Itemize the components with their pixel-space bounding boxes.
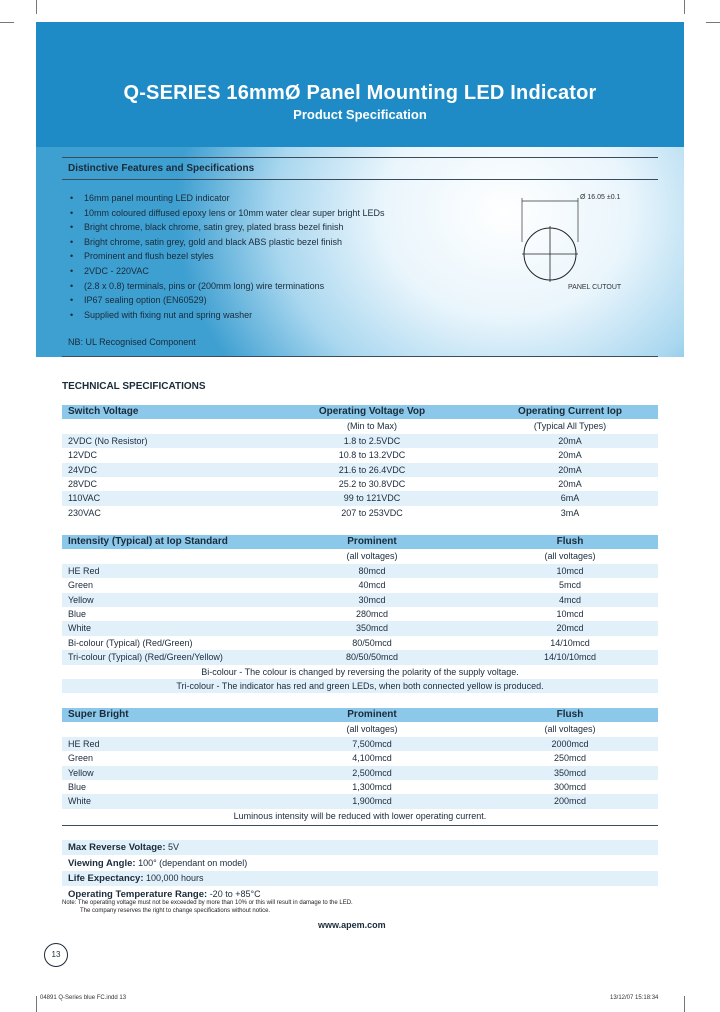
cell: 110VAC: [68, 493, 101, 504]
list-item: • Supplied with fixing nut and spring washer: [68, 308, 468, 323]
cell: 20mcd: [556, 623, 584, 634]
cell: 2VDC (No Resistor): [68, 435, 148, 446]
cell: HE Red: [68, 738, 100, 749]
cell: 40mcd: [358, 580, 386, 591]
cell: Tri-colour (Typical) (Red/Green/Yellow): [68, 652, 223, 663]
header-cell: Switch Voltage: [68, 406, 139, 417]
crop-mark: [36, 0, 37, 14]
cell: 10.8 to 13.2VDC: [338, 450, 406, 461]
spec-label: Operating Temperature Range:: [68, 888, 208, 900]
cell: 30mcd: [358, 594, 386, 605]
cell: 2,500mcd: [352, 767, 392, 778]
crop-mark: [684, 996, 685, 1012]
cell: 1.8 to 2.5VDC: [343, 435, 401, 446]
cell: 5mcd: [558, 580, 581, 591]
cutout-drawing: [512, 192, 622, 292]
table-row: [62, 491, 658, 505]
crop-mark: [706, 22, 720, 23]
cell: Blue: [68, 781, 87, 792]
header-cell: Flush: [556, 709, 584, 720]
spec-label: Max Reverse Voltage:: [68, 842, 166, 853]
table-row: [62, 506, 658, 520]
divider: [62, 179, 658, 180]
list-item: • 16mm panel mounting LED indicator: [68, 191, 468, 206]
cell: 20mA: [558, 464, 582, 475]
table-row: [62, 463, 658, 477]
list-item: • 2VDC - 220VAC: [68, 264, 468, 279]
cell: Green: [68, 753, 94, 764]
cell: 3mA: [560, 507, 580, 518]
cell: 80mcd: [358, 565, 386, 576]
cell: 20mA: [558, 450, 582, 461]
header-cell: Operating Current Iop: [518, 406, 622, 417]
cell: 24VDC: [68, 464, 98, 475]
cell: 99 to 121VDC: [343, 493, 401, 504]
footnote-line: The company reserves the right to change specifications without notice.: [80, 907, 271, 914]
cell: 4mcd: [558, 594, 581, 605]
table-note: Tri-colour - The indicator has red and green LEDs, when both connected yellow is produced.: [62, 679, 658, 693]
superbright-table: [62, 708, 658, 823]
table-row: [62, 578, 658, 592]
subheader-cell: (Min to Max): [346, 421, 397, 432]
header-cell: Prominent: [347, 709, 397, 720]
list-item: • Bright chrome, satin grey, gold and black ABS plastic bezel finish: [68, 235, 468, 250]
page-number: 13: [44, 943, 68, 967]
table-subheader: [62, 419, 658, 433]
subheader-cell: (all voltages): [544, 551, 596, 562]
features-list: [68, 191, 468, 322]
divider: [62, 825, 658, 826]
cell: HE Red: [68, 565, 100, 576]
cell: 20mA: [558, 478, 582, 489]
cell: 1,900mcd: [352, 796, 392, 807]
voltage-table: [62, 405, 658, 520]
cell: 7,500mcd: [352, 738, 392, 749]
divider: [62, 356, 658, 357]
cell: 10mcd: [556, 565, 584, 576]
list-item: • (2.8 x 0.8) terminals, pins or (200mm long) wire terminations: [68, 279, 468, 294]
cell: Yellow: [68, 767, 94, 778]
table-header: [62, 405, 658, 419]
crop-mark: [684, 0, 685, 14]
cell: Yellow: [68, 594, 94, 605]
subheader-cell: (Typical All Types): [533, 421, 607, 432]
footnote-line: Note: The operating voltage must not be exceeded by more than 10% or this will result in damage to the LED.: [62, 900, 353, 906]
cell: Bi-colour (Typical) (Red/Green): [68, 637, 193, 648]
spec-value: 100° (dependant on model): [135, 857, 248, 868]
table-row: [62, 593, 658, 607]
print-slug-date: 13/12/07 15:18:34: [610, 995, 659, 1001]
cell: 20mA: [558, 435, 582, 446]
cell: 230VAC: [68, 507, 101, 518]
subheader-cell: (all voltages): [346, 551, 398, 562]
cell: 21.6 to 26.4VDC: [338, 464, 406, 475]
table-row: [62, 621, 658, 635]
list-item: • Prominent and flush bezel styles: [68, 249, 468, 264]
table-row: [62, 751, 658, 765]
cell: 350mcd: [355, 623, 389, 634]
cutout-label: PANEL CUTOUT: [568, 284, 622, 291]
spec-label: Life Expectancy:: [68, 873, 144, 885]
crop-mark: [36, 996, 37, 1012]
general-specs: [62, 840, 658, 902]
table-subheader: [62, 549, 658, 563]
spec-row: [62, 871, 658, 887]
cell: 350mcd: [553, 767, 587, 778]
table-note: Bi-colour - The colour is changed by reversing the polarity of the supply voltage.: [201, 666, 519, 677]
list-item: • IP67 sealing option (EN60529): [68, 293, 468, 308]
table-row: [62, 477, 658, 491]
header-cell: Prominent: [347, 536, 397, 547]
cell: 1,300mcd: [352, 781, 392, 792]
spec-row: [62, 856, 658, 872]
intensity-table: [62, 535, 658, 693]
list-item: • Bright chrome, black chrome, satin grey, plated brass bezel finish: [68, 220, 468, 235]
cell: 207 to 253VDC: [341, 507, 403, 518]
header-cell: Operating Voltage Vop: [318, 406, 426, 417]
divider: [62, 157, 658, 158]
table-row: [62, 766, 658, 780]
cell: 80/50mcd: [352, 637, 392, 648]
spec-value: 100,000 hours: [143, 873, 204, 884]
website-link[interactable]: www.apem.com: [318, 920, 386, 930]
features-title: Distinctive Features and Specifications: [68, 163, 255, 174]
cell: 28VDC: [68, 478, 98, 489]
cell: 25.2 to 30.8VDC: [338, 478, 406, 489]
cell: 12VDC: [68, 450, 98, 461]
cell: Blue: [68, 608, 87, 619]
spec-label: Viewing Angle:: [68, 857, 136, 869]
cell: White: [68, 623, 92, 634]
table-row: [62, 564, 658, 578]
footnotes: [62, 900, 353, 915]
table-header: [62, 535, 658, 549]
table-note: Luminous intensity will be reduced with lower operating current.: [233, 810, 487, 821]
panel-cutout-diagram: [512, 192, 622, 292]
tech-specs-title: TECHNICAL SPECIFICATIONS: [62, 381, 206, 392]
ul-note: NB: UL Recognised Component: [68, 337, 196, 347]
header-cell: Flush: [556, 536, 584, 547]
cell: 280mcd: [355, 608, 389, 619]
table-row: [62, 794, 658, 808]
table-header: [62, 708, 658, 722]
table-subheader: [62, 722, 658, 736]
spec-value: 5V: [165, 842, 180, 852]
header-cell: Intensity (Typical) at Iop Standard: [68, 536, 228, 547]
cell: 14/10/10mcd: [543, 652, 597, 663]
cell: 80/50/50mcd: [345, 652, 399, 663]
cell: 4,100mcd: [352, 753, 392, 764]
subheader-cell: (all voltages): [346, 724, 398, 735]
table-row: [62, 650, 658, 664]
cell: 6mA: [560, 493, 580, 504]
table-row: [62, 780, 658, 794]
table-row: [62, 607, 658, 621]
table-row: [62, 434, 658, 448]
table-row: [62, 448, 658, 462]
crop-mark: [0, 22, 14, 23]
cell: 300mcd: [553, 781, 587, 792]
cell: Green: [68, 580, 94, 591]
page-title: Q-SERIES 16mmØ Panel Mounting LED Indicator: [123, 82, 597, 104]
header-cell: Super Bright: [68, 709, 129, 720]
cell: 200mcd: [553, 796, 587, 807]
cell: 2000mcd: [551, 738, 589, 749]
cutout-dimension: Ø 16.05 ±0.1: [580, 194, 621, 201]
cell: 250mcd: [553, 753, 587, 764]
cell: White: [68, 796, 92, 807]
subheader-cell: (all voltages): [544, 724, 596, 735]
list-item: • 10mm coloured diffused epoxy lens or 10mm water clear super bright LEDs: [68, 206, 468, 221]
table-row: [62, 737, 658, 751]
cell: 14/10mcd: [550, 637, 590, 648]
spec-row: [62, 840, 658, 856]
page-subtitle: Product Specification: [293, 107, 427, 122]
table-row: [62, 636, 658, 650]
cell: 10mcd: [556, 608, 584, 619]
spec-value: -20 to +85°C: [207, 888, 261, 899]
print-slug-file: 04891 Q-Series blue FC.indd 13: [40, 995, 127, 1001]
